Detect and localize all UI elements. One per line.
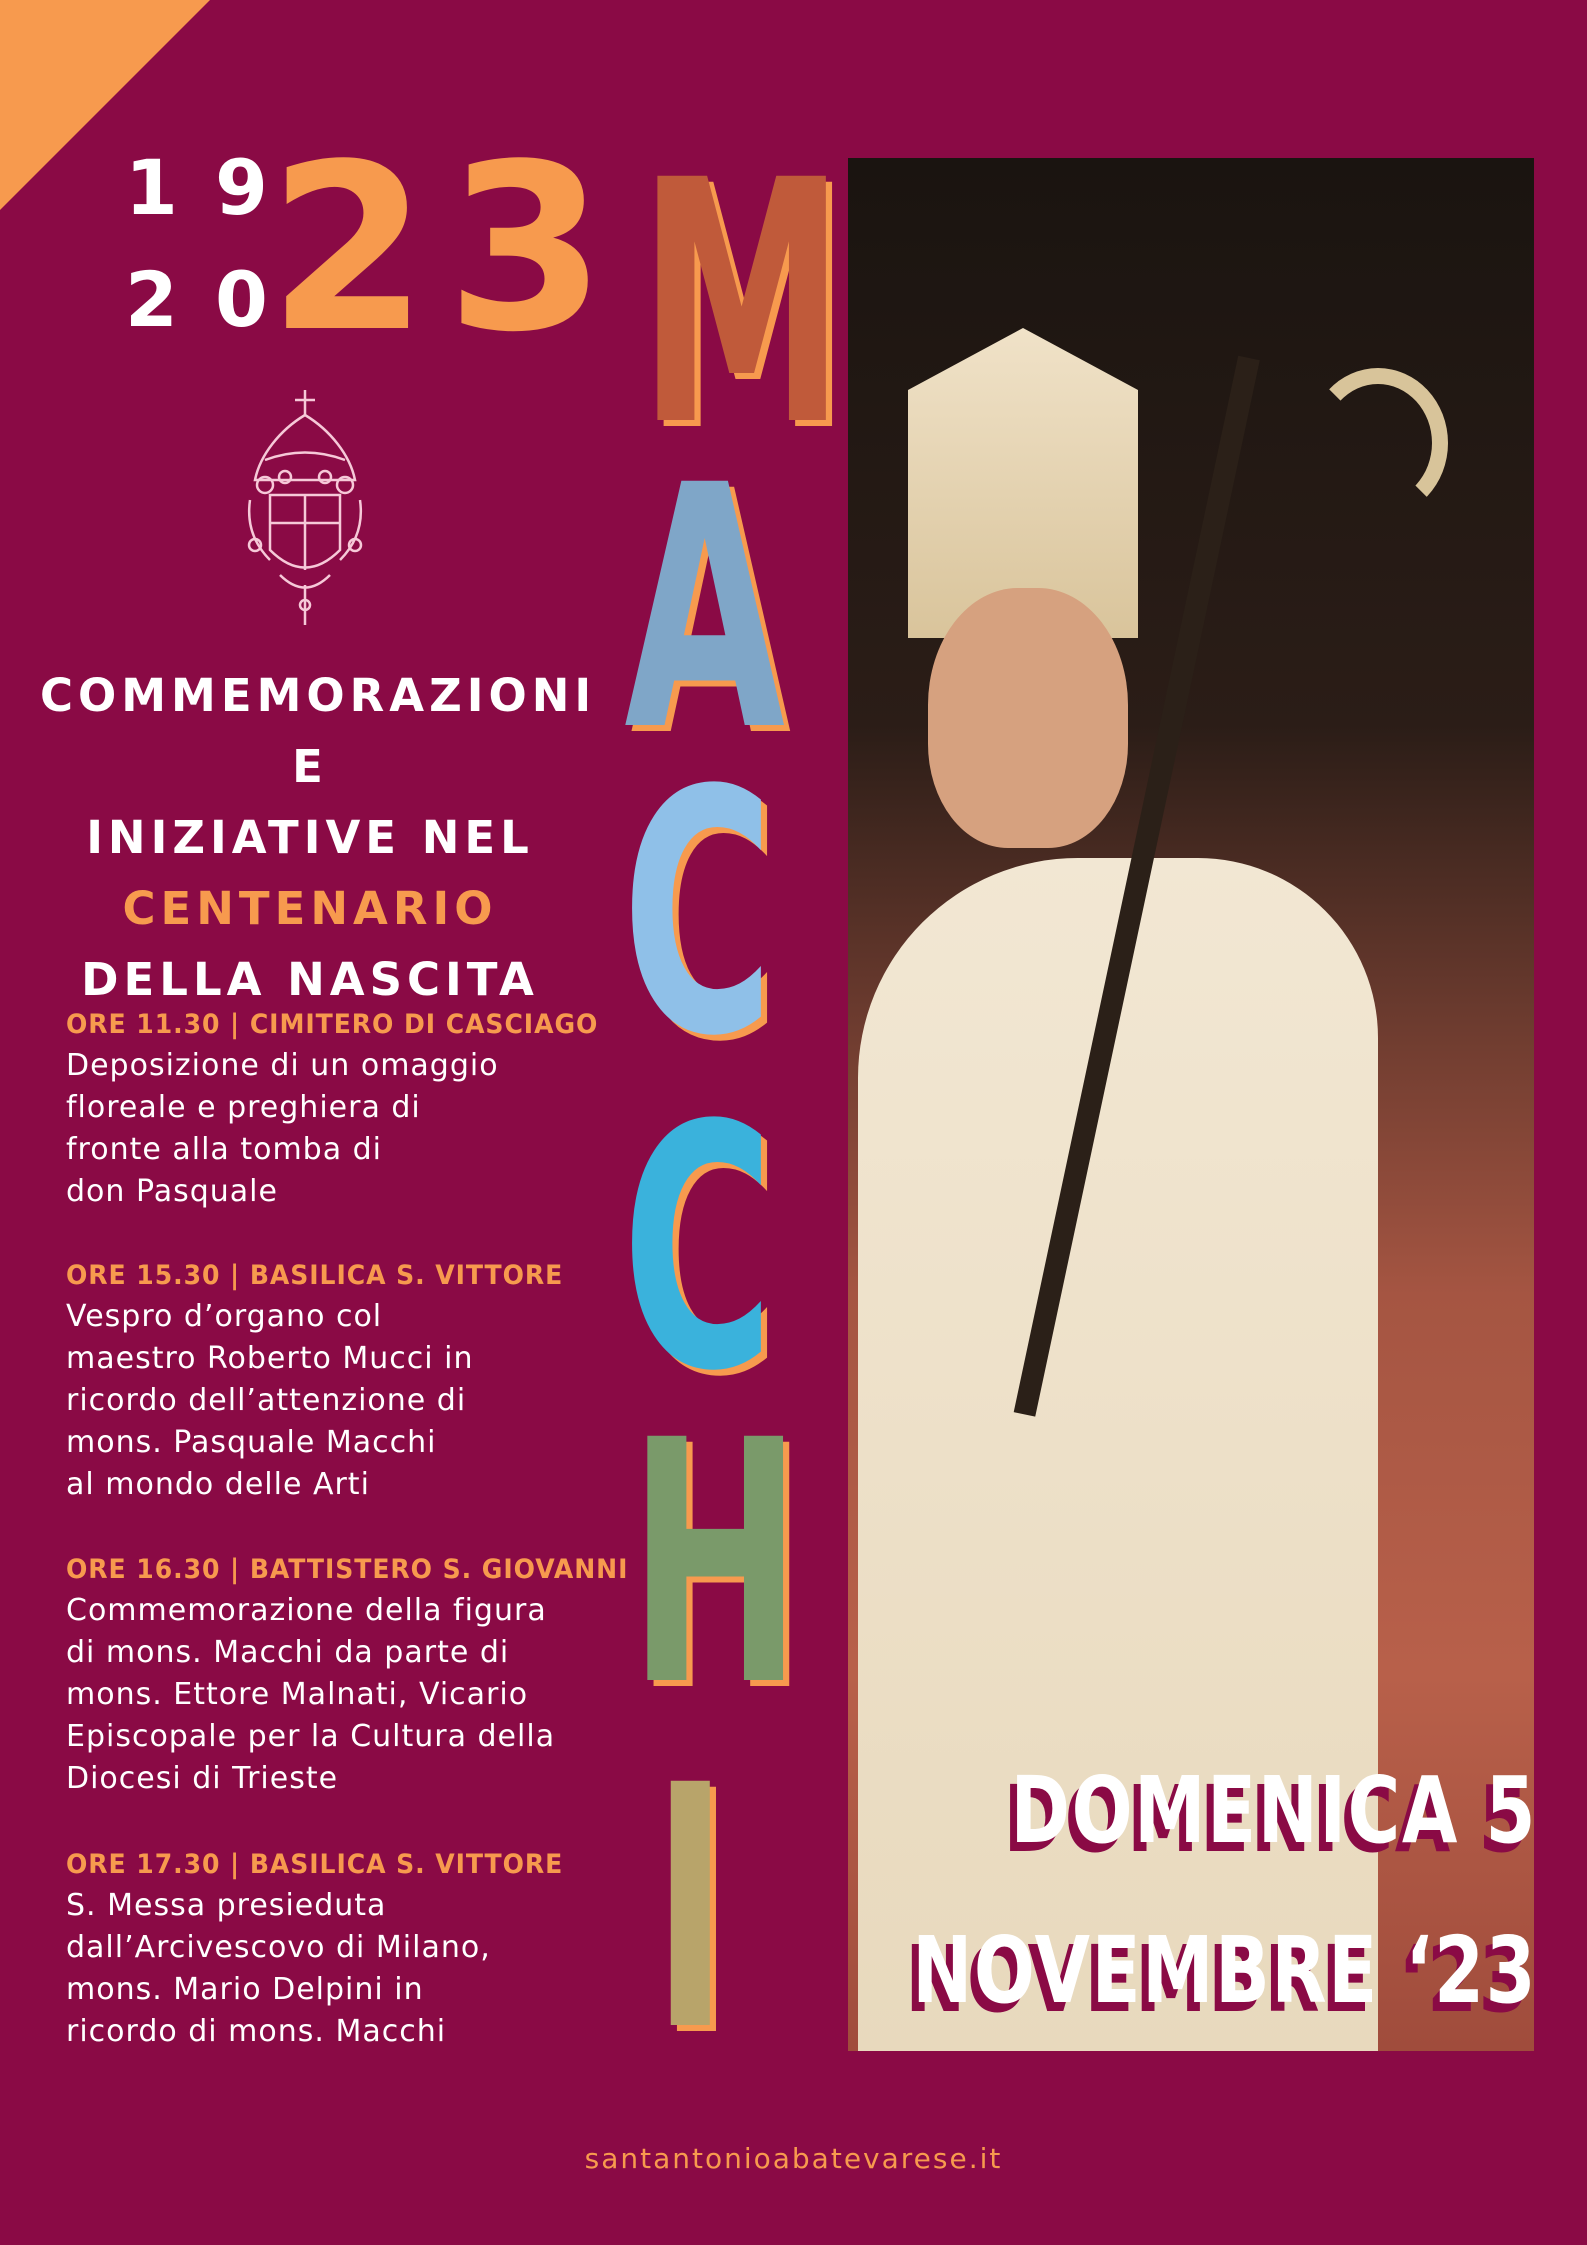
name-letter-c2: C [621, 1055, 775, 1445]
headline-line-1: COMMEMORAZIONI E [40, 669, 597, 793]
event-heading: ORE 17.30 | BASILICA S. VITTORE [66, 1849, 564, 1880]
event-description [66, 1590, 566, 1800]
event-description [66, 1296, 566, 1506]
event-3 [66, 1550, 629, 1800]
event-line: Episcopale per la Cultura della [66, 1719, 556, 1754]
event-line: Commemorazione della figura [66, 1593, 547, 1628]
event-description [66, 1045, 566, 1213]
photo-face-shape [928, 588, 1128, 848]
event-line: dall’Arcivescovo di Milano, [66, 1930, 491, 1965]
event-line: maestro Roberto Mucci in [66, 1341, 474, 1376]
name-letter-m: M [638, 110, 846, 500]
event-line: di mons. Macchi da parte di [66, 1635, 510, 1670]
event-line: floreale e preghiera di [66, 1090, 421, 1125]
event-date-line-1: DOMENICA 5 [1010, 1757, 1537, 1864]
photo-robe-shape [858, 858, 1378, 2051]
year-digit-1: 1 [125, 143, 178, 232]
name-letter-c1: C [621, 720, 775, 1110]
year-digit-9: 9 [215, 143, 268, 232]
corner-triangle-decoration [0, 0, 210, 210]
photo-crozier-head-shape [1308, 368, 1448, 518]
website-link[interactable]: santantonioabatevarese.it [584, 2142, 1003, 2175]
year-big-23: 23 [268, 116, 625, 383]
name-letter-i: I [651, 1715, 729, 2105]
event-line: fronte alla tomba di [66, 1132, 383, 1167]
event-line: al mondo delle Arti [66, 1467, 370, 1502]
event-date-line-2: NOVEMBRE ‘23 [912, 1917, 1537, 2024]
event-line: ricordo dell’attenzione di [66, 1383, 467, 1418]
event-line: Vespro d’organo col [66, 1299, 383, 1334]
event-2 [66, 1256, 566, 1506]
name-letter-a: A [624, 415, 786, 805]
event-heading: ORE 15.30 | BASILICA S. VITTORE [66, 1260, 564, 1291]
headline-centenario: CENTENARIO [122, 882, 498, 935]
event-line: Deposizione di un omaggio [66, 1048, 499, 1083]
event-line: mons. Mario Delpini in [66, 1972, 424, 2007]
headline [40, 660, 597, 1015]
year-digit-0: 0 [215, 255, 268, 344]
headline-line-2: INIZIATIVE NEL [86, 811, 534, 864]
event-line: ricordo di mons. Macchi [66, 2014, 447, 2049]
event-line: S. Messa presieduta [66, 1888, 387, 1923]
event-line: mons. Pasquale Macchi [66, 1425, 437, 1460]
headline-line-4: DELLA NASCITA [81, 953, 539, 1006]
event-4 [66, 1845, 566, 2053]
event-line: Diocesi di Trieste [66, 1761, 339, 1796]
event-line: mons. Ettore Malnati, Vicario [66, 1677, 529, 1712]
event-heading: ORE 16.30 | BATTISTERO S. GIOVANNI [66, 1554, 629, 1585]
coat-of-arms-crest [240, 385, 370, 630]
event-description [66, 1885, 566, 2053]
event-1 [66, 1005, 599, 1213]
name-letter-h: H [628, 1370, 803, 1760]
year-digit-2: 2 [125, 255, 178, 344]
event-heading: ORE 11.30 | CIMITERO DI CASCIAGO [66, 1009, 599, 1040]
event-line: don Pasquale [66, 1174, 278, 1209]
